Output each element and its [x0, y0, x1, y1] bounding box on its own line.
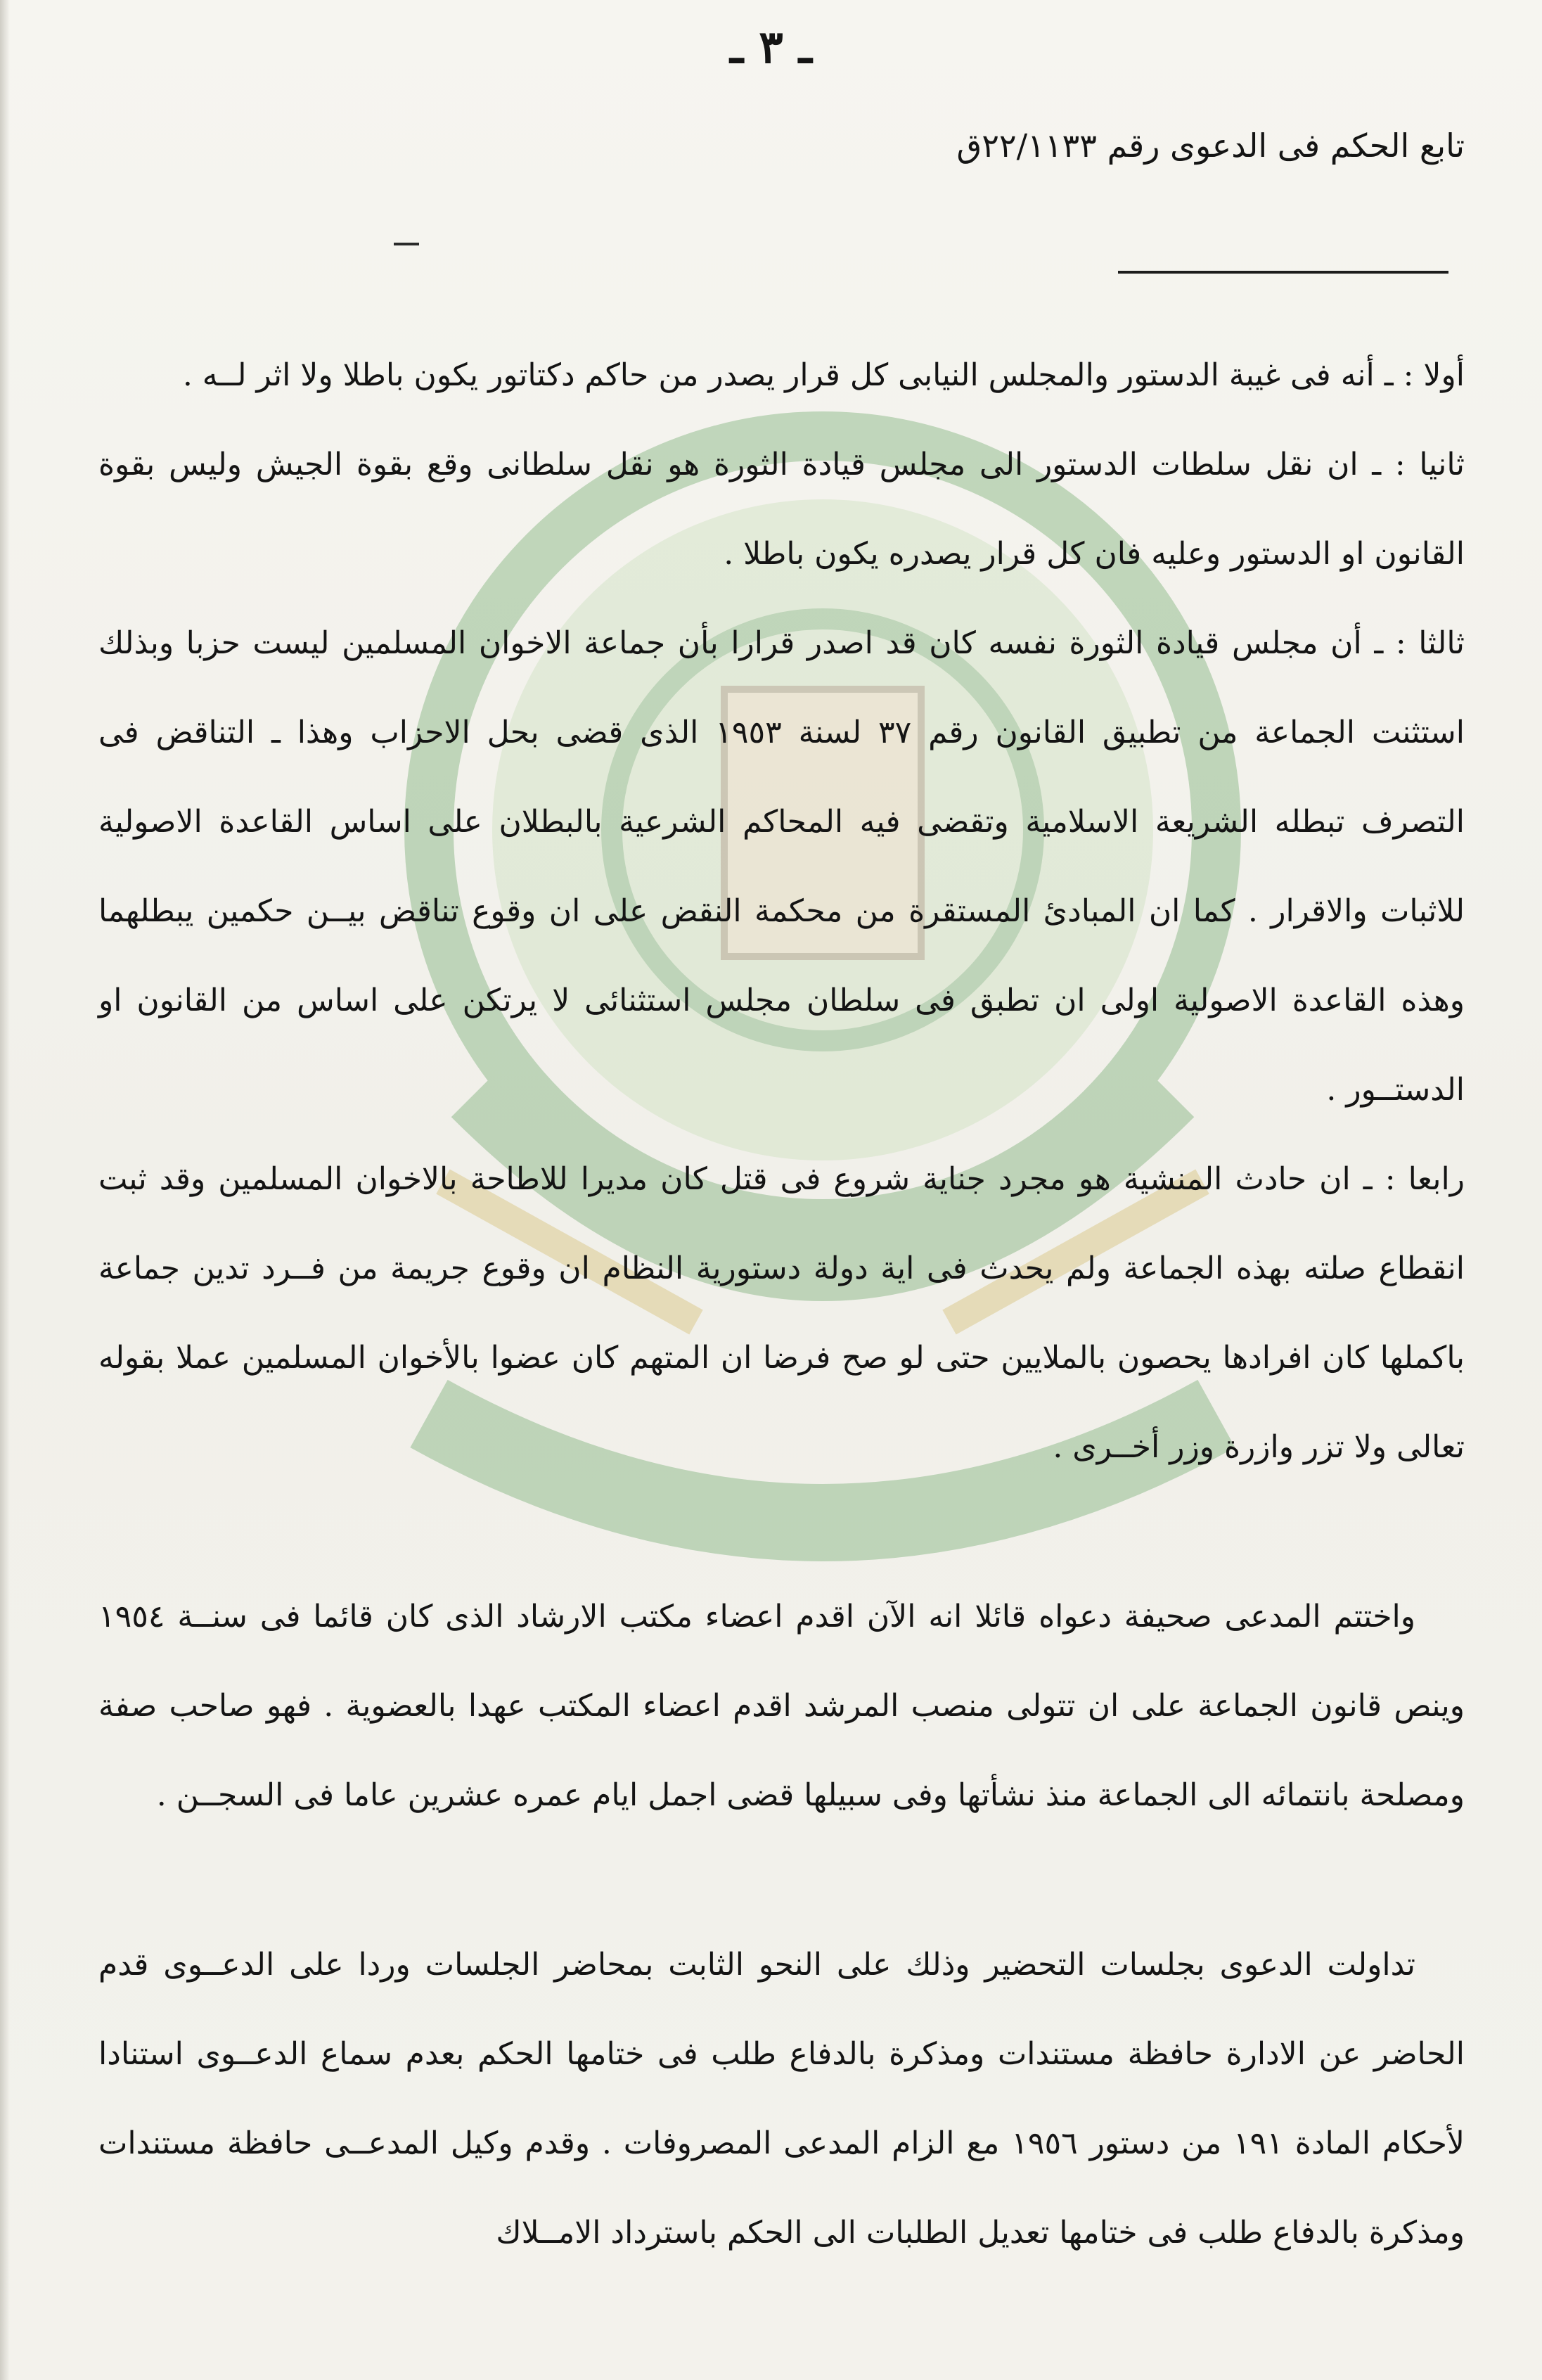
- paragraph-gap: [98, 1840, 1465, 1920]
- paragraph-plaintiff-closing: واختتم المدعى صحيفة دعواه قائلا انه الآن اقدم اعضاء مكتب الارشاد الذى كان قائما فى سنــة ١٩٥٤ وينص قانون الجماعة على ان تتولى منصب المرشد اقدم اعضاء المكتب عهدا بالعضوية . فهو صاحب صفة ومصلحة بانتمائه الى الجماعة منذ نشأتها وفى سبيلها قضى اجمل ايام عمره عشرين عاما فى السجــن .: [98, 1599, 1465, 1813]
- case-header: تابع الحكم فى الدعوى رقم ٢٢/١١٣٣ق: [956, 127, 1465, 165]
- paragraph-fourth: رابعا : ـ ان حادث المنشية هو مجرد جناية شروع فى قتل كان مديرا للاطاحة بالاخوان المسلمين وقد ثبت انقطاع صلته بهذه الجماعة ولم يحدث فى اية دولة دستورية النظام ان وقوع جريمة من فــرد تدين جماعة باكملها كان افرادها يحصون بالملايين حتى لو صح فرضا ان المتهم كان عضوا بالأخوان المسلمين عملا بقوله تعالى ولا تزر وازرة وزر أخــرى .: [98, 1161, 1465, 1465]
- paragraph-first: أولا : ـ أنه فى غيبة الدستور والمجلس النيابى كل قرار يصدر من حاكم دكتاتور يكون باطلا ولا اثر لــه .: [182, 357, 1465, 393]
- paragraph-proceedings: تداولت الدعوى بجلسات التحضير وذلك على النحو الثابت بمحاضر الجلسات وردا على الدعــوى قدم الحاضر عن الادارة حافظة مستندات ومذكرة بالدفاع طلب فى ختامها الحكم بعدم سماع الدعــوى استنادا لأحكام المادة ١٩١ من دستور ١٩٥٦ مع الزام المدعى المصروفات . وقدم وكيل المدعــى حافظة مستندات ومذكرة بالدفاع طلب فى ختامها تعديل الطلبات الى الحكم باسترداد الامــلاك: [98, 1947, 1465, 2251]
- page-number: ـ ٣ ـ: [730, 21, 812, 74]
- paragraph-second: ثانيا : ـ ان نقل سلطات الدستور الى مجلس قيادة الثورة هو نقل سلطانى وقع بقوة الجيش وليس بقوة القانون او الدستور وعليه فان كل قرار يصدره يكون باطلا .: [98, 447, 1465, 572]
- paragraph-gap: [98, 1492, 1465, 1572]
- judgment-body: [98, 331, 1465, 2277]
- header-underline: [1118, 271, 1448, 274]
- dash-mark: [394, 243, 419, 245]
- scan-edge-shadow: [0, 0, 10, 2380]
- paragraph-third: ثالثا : ـ أن مجلس قيادة الثورة نفسه كان قد اصدر قرارا بأن جماعة الاخوان المسلمين ليست حزبا وبذلك استثنت الجماعة من تطبيق القانون رقم ٣٧ لسنة ١٩٥٣ الذى قضى بحل الاحزاب وهذا ـ التناقض فى التصرف تبطله الشريعة الاسلامية وتقضى فيه المحاكم الشرعية بالبطلان على اساس القاعدة الاصولية للاثبات والاقرار . كما ان المبادئ المستقرة من محكمة النقض على ان وقوع تناقض بيــن حكمين يبطلهما وهذه القاعدة الاصولية اولى ان تطبق فى سلطان مجلس استثنائى لا يرتكن على اساس من القانون او الدستــور .: [98, 625, 1465, 1108]
